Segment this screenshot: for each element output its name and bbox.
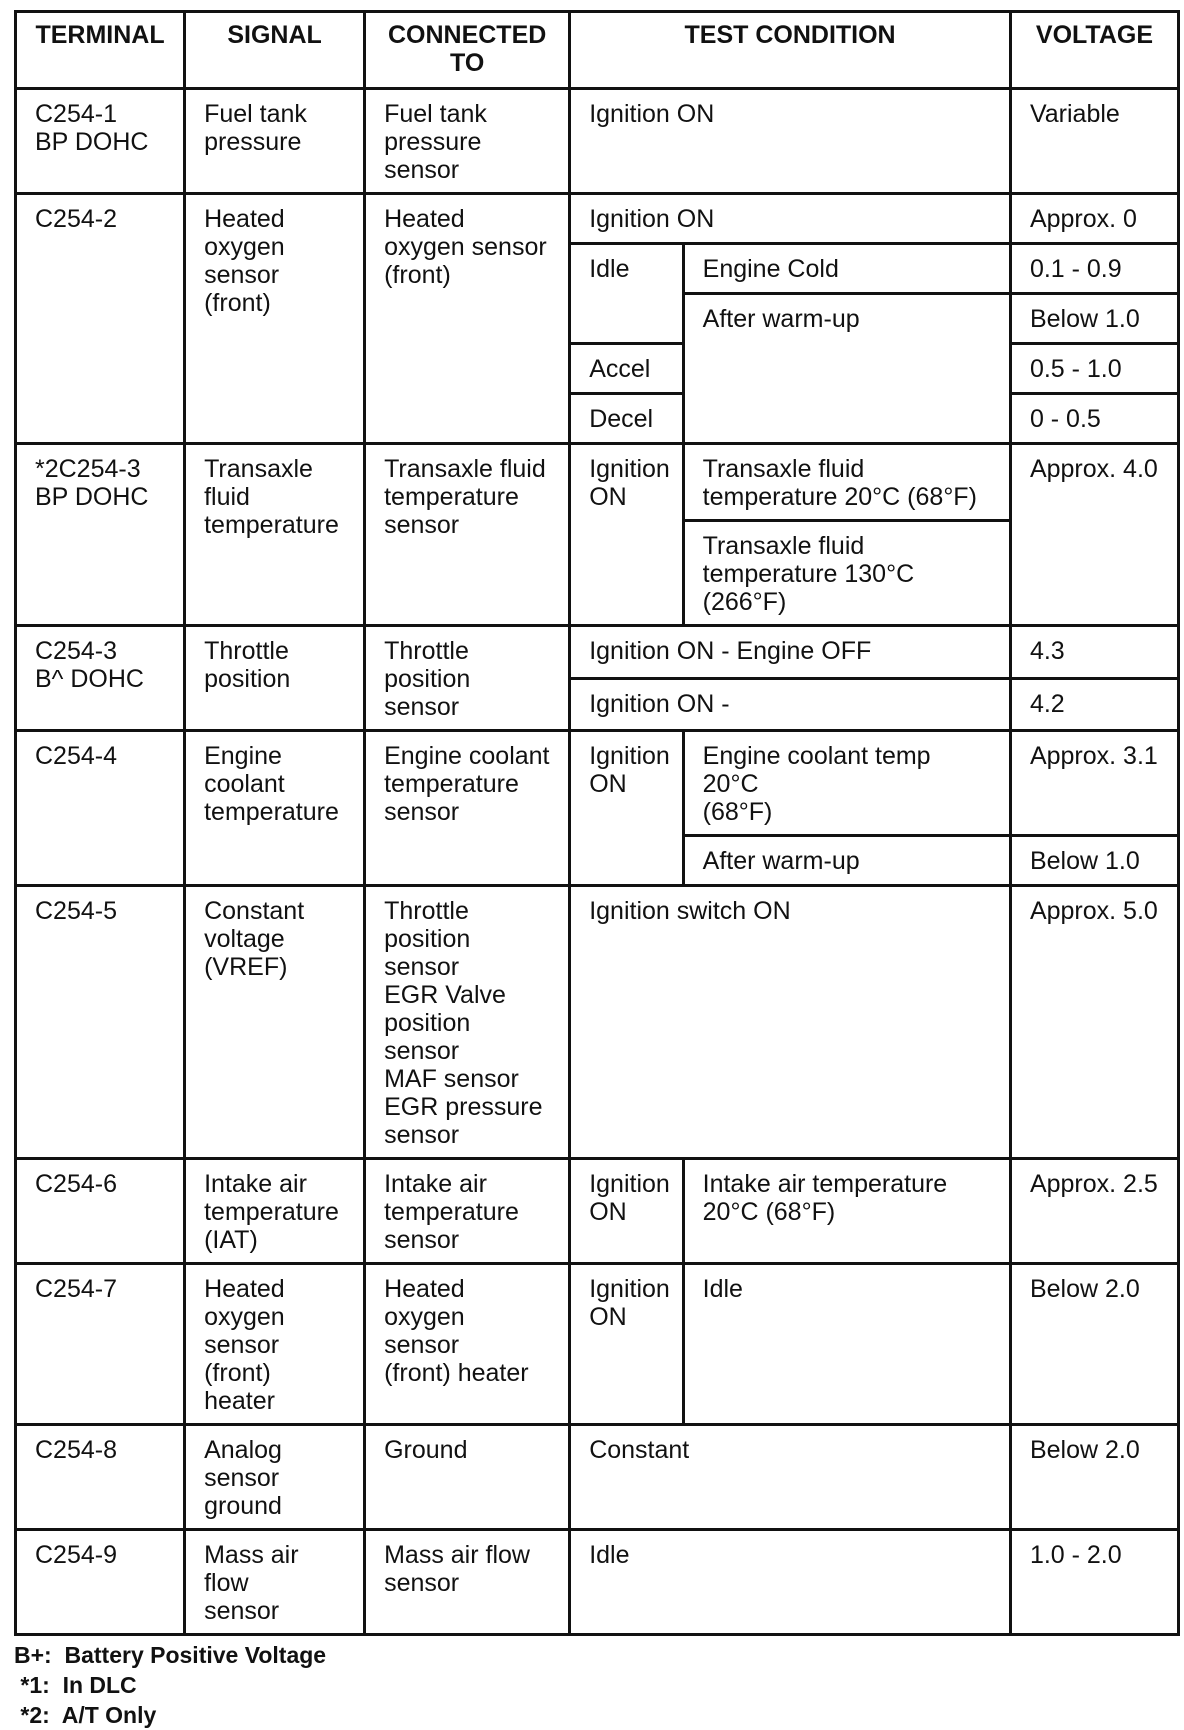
condition-cell: Ignition ON - bbox=[570, 678, 1011, 731]
condition-cell: Ignition ON - Engine OFF bbox=[570, 626, 1011, 679]
voltage-cell: Approx. 3.1 bbox=[1010, 731, 1178, 836]
table-row bbox=[16, 1530, 1179, 1635]
table-row bbox=[16, 626, 1179, 679]
signal-cell: Intake air temperature (IAT) bbox=[185, 1159, 365, 1264]
voltage-cell: Below 2.0 bbox=[1010, 1425, 1178, 1530]
condition-cell: Idle bbox=[570, 244, 683, 344]
header-test-condition: TEST CONDITION bbox=[570, 12, 1011, 89]
condition-cell: Ignition ON bbox=[570, 194, 1011, 244]
signal-cell: Heated oxygen sensor (front) bbox=[185, 194, 365, 444]
terminal-cell: C254-9 bbox=[16, 1530, 185, 1635]
header-connected-to: CONNECTED TO bbox=[365, 12, 570, 89]
table-row bbox=[16, 1425, 1179, 1530]
voltage-cell: 0.5 - 1.0 bbox=[1010, 344, 1178, 394]
condition-cell: Ignition ON bbox=[570, 89, 1011, 194]
ecm-terminal-table bbox=[14, 10, 1180, 1636]
condition-cell: Ignition switch ON bbox=[570, 886, 1011, 1159]
table-row bbox=[16, 194, 1179, 244]
signal-cell: Analog sensor ground bbox=[185, 1425, 365, 1530]
condition-cell: Constant bbox=[570, 1425, 1011, 1530]
condition-cell: Decel bbox=[570, 394, 683, 444]
header-terminal: TERMINAL bbox=[16, 12, 185, 89]
table-row bbox=[16, 1264, 1179, 1425]
terminal-cell: C254-7 bbox=[16, 1264, 185, 1425]
signal-cell: Constant voltage (VREF) bbox=[185, 886, 365, 1159]
terminal-cell: *2C254-3 BP DOHC bbox=[16, 444, 185, 626]
terminal-cell: C254-3 B^ DOHC bbox=[16, 626, 185, 731]
terminal-cell: C254-8 bbox=[16, 1425, 185, 1530]
connected-cell: Engine coolant temperature sensor bbox=[365, 731, 570, 886]
terminal-cell: C254-6 bbox=[16, 1159, 185, 1264]
connected-cell: Transaxle fluid temperature sensor bbox=[365, 444, 570, 626]
terminal-cell: C254-2 bbox=[16, 194, 185, 444]
connected-cell: Fuel tank pressure sensor bbox=[365, 89, 570, 194]
condition-cell: Idle bbox=[570, 1530, 1011, 1635]
condition-cell: Idle bbox=[683, 1264, 1010, 1425]
condition-cell: Ignition ON bbox=[570, 731, 683, 886]
header-row bbox=[16, 12, 1179, 89]
voltage-cell: 0 - 0.5 bbox=[1010, 394, 1178, 444]
table-row bbox=[16, 1159, 1179, 1264]
connected-cell: Heated oxygen sensor (front) bbox=[365, 194, 570, 444]
signal-cell: Transaxle fluid temperature bbox=[185, 444, 365, 626]
terminal-cell: C254-1 BP DOHC bbox=[16, 89, 185, 194]
voltage-cell: Below 2.0 bbox=[1010, 1264, 1178, 1425]
condition-cell: Engine coolant temp 20°C (68°F) bbox=[683, 731, 1010, 836]
connected-cell: Mass air flow sensor bbox=[365, 1530, 570, 1635]
condition-cell: After warm-up bbox=[683, 294, 1010, 444]
table-row bbox=[16, 886, 1179, 1159]
table-row bbox=[16, 89, 1179, 194]
condition-cell: Transaxle fluid temperature 130°C (266°F) bbox=[683, 521, 1010, 626]
condition-cell: Ignition ON bbox=[570, 1264, 683, 1425]
table-row bbox=[16, 731, 1179, 836]
footnotes bbox=[14, 1640, 326, 1730]
condition-cell: After warm-up bbox=[683, 836, 1010, 886]
voltage-cell: Approx. 4.0 bbox=[1010, 444, 1178, 626]
connected-cell: Heated oxygen sensor (front) heater bbox=[365, 1264, 570, 1425]
voltage-cell: 4.3 bbox=[1010, 626, 1178, 679]
condition-cell: Accel bbox=[570, 344, 683, 394]
signal-cell: Engine coolant temperature bbox=[185, 731, 365, 886]
signal-cell: Fuel tank pressure bbox=[185, 89, 365, 194]
voltage-cell: 0.1 - 0.9 bbox=[1010, 244, 1178, 294]
connected-cell: Intake air temperature sensor bbox=[365, 1159, 570, 1264]
condition-cell: Engine Cold bbox=[683, 244, 1010, 294]
header-voltage: VOLTAGE bbox=[1010, 12, 1178, 89]
connected-cell: Throttle position sensor bbox=[365, 626, 570, 731]
voltage-cell: Below 1.0 bbox=[1010, 836, 1178, 886]
voltage-cell: Approx. 2.5 bbox=[1010, 1159, 1178, 1264]
connected-cell: Throttle position sensor EGR Valve position sensor MAF sensor EGR pressure sensor bbox=[365, 886, 570, 1159]
voltage-cell: 4.2 bbox=[1010, 678, 1178, 731]
table-row bbox=[16, 444, 1179, 521]
condition-cell: Transaxle fluid temperature 20°C (68°F) bbox=[683, 444, 1010, 521]
voltage-cell: Below 1.0 bbox=[1010, 294, 1178, 344]
condition-cell: Ignition ON bbox=[570, 1159, 683, 1264]
signal-cell: Heated oxygen sensor (front) heater bbox=[185, 1264, 365, 1425]
voltage-cell: Approx. 0 bbox=[1010, 194, 1178, 244]
footnote-bplus: B+: Battery Positive Voltage bbox=[14, 1642, 327, 1668]
footnote-1: *1: In DLC bbox=[14, 1672, 137, 1698]
voltage-cell: Variable bbox=[1010, 89, 1178, 194]
signal-cell: Mass air flow sensor bbox=[185, 1530, 365, 1635]
condition-cell: Intake air temperature 20°C (68°F) bbox=[683, 1159, 1010, 1264]
connected-cell: Ground bbox=[365, 1425, 570, 1530]
terminal-cell: C254-4 bbox=[16, 731, 185, 886]
voltage-cell: Approx. 5.0 bbox=[1010, 886, 1178, 1159]
signal-cell: Throttle position bbox=[185, 626, 365, 731]
terminal-cell: C254-5 bbox=[16, 886, 185, 1159]
condition-cell: Ignition ON bbox=[570, 444, 683, 626]
footnote-2: *2: A/T Only bbox=[14, 1702, 157, 1728]
header-signal: SIGNAL bbox=[185, 12, 365, 89]
voltage-cell: 1.0 - 2.0 bbox=[1010, 1530, 1178, 1635]
